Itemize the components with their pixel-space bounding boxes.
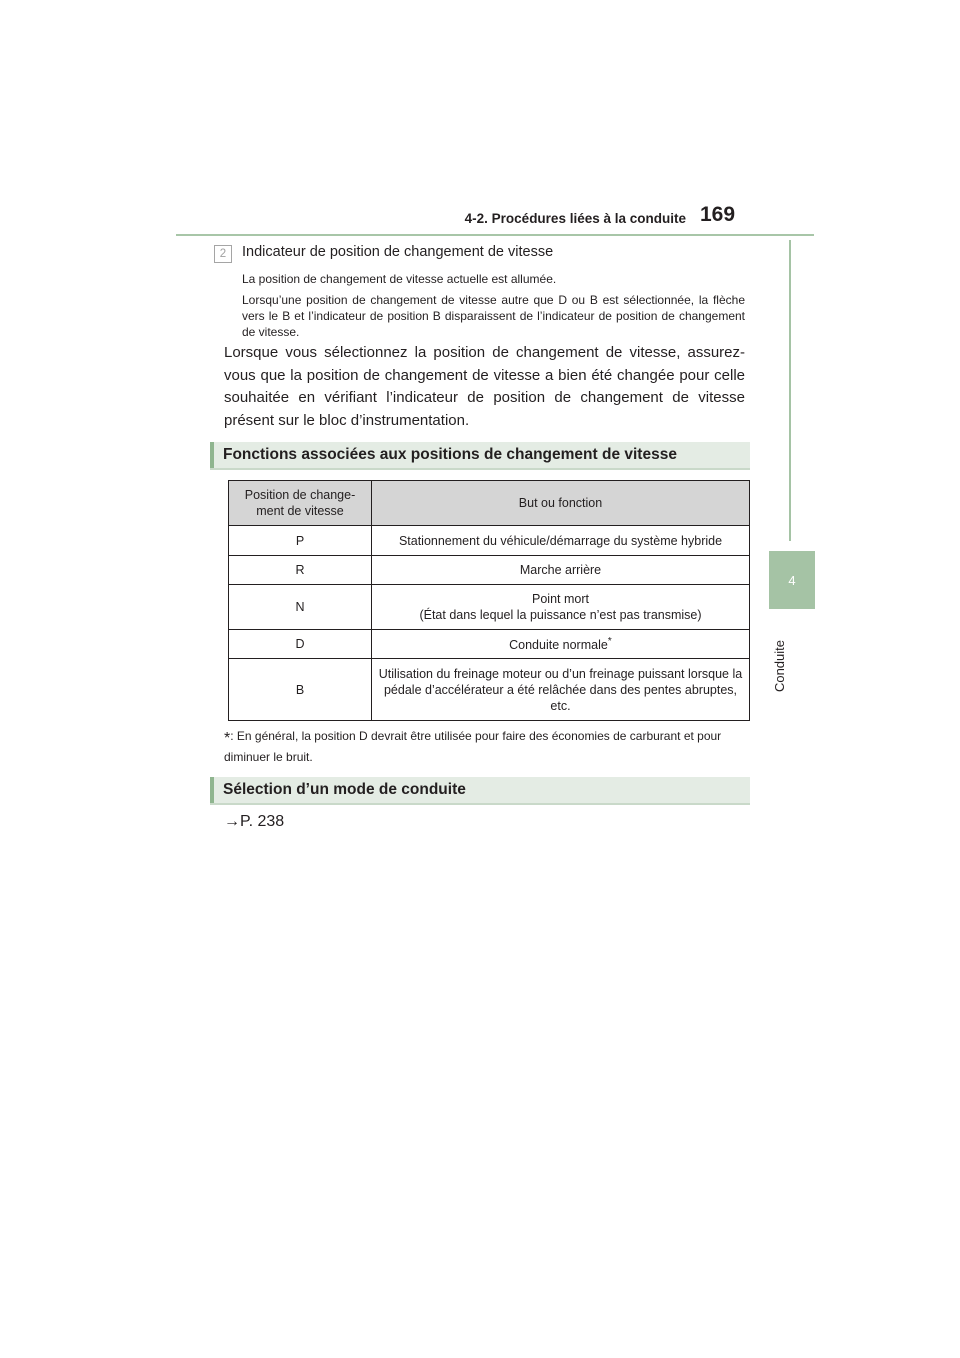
gear-function-cell: Utilisation du freinage moteur ou d’un freinage puissant lorsque la pédale d’accélérateur a été relâchée dans des pentes abruptes, etc. xyxy=(372,659,750,721)
footnote-marker: * xyxy=(607,635,612,647)
gear-function-text: Conduite normale xyxy=(509,638,608,653)
gear-function-cell: Marche arrière xyxy=(372,556,750,585)
gear-function-line-2: (État dans lequel la puissance n’est pas transmise) xyxy=(419,608,702,622)
item-note-2: Lorsqu’une position de changement de vitesse autre que D ou B est sélectionnée, la flèche vers le B et l’indicateur de position B disparaissent de l’indicateur de position de changement de vitesse. xyxy=(242,293,745,339)
page-reference-link[interactable]: →P. 238 xyxy=(224,813,285,830)
table-row xyxy=(229,630,750,659)
footnote-star: * xyxy=(224,730,231,747)
gear-position-cell: D xyxy=(229,630,372,659)
item-number-badge: 2 xyxy=(214,245,232,263)
table-row xyxy=(229,659,750,721)
body-paragraph: Lorsque vous sélectionnez la position de changement de vitesse, assurez-vous que la position de changement de vitesse a bien été changée pour celle souhaitée en vérifiant l’indicateur de position de changement de vitesse présent sur le bloc d’instrumentation. xyxy=(224,344,745,429)
gear-position-cell: B xyxy=(229,659,372,721)
table-header-function: But ou fonction xyxy=(372,481,750,526)
section-heading: Sélection d’un mode de conduite xyxy=(223,781,466,798)
gear-position-cell: R xyxy=(229,556,372,585)
footnote-text: : En général, la position D devrait être utilisée pour faire des économies de carburant et pour diminuer le bruit. xyxy=(224,729,722,764)
gear-function-cell xyxy=(372,585,750,630)
table-row xyxy=(229,556,750,585)
item-note-1: La position de changement de vitesse actuelle est allumée. xyxy=(242,272,557,286)
chapter-tab-label: Conduite xyxy=(772,640,787,693)
table-header-position: Position de change-ment de vitesse xyxy=(229,481,372,526)
side-rule xyxy=(789,240,791,541)
table-row xyxy=(229,585,750,630)
section-heading: Fonctions associées aux positions de changement de vitesse xyxy=(223,446,677,463)
gear-position-table xyxy=(228,480,750,721)
section-heading-bar xyxy=(210,777,750,805)
table-footnote xyxy=(224,727,745,766)
gear-function-cell: Stationnement du véhicule/démarrage du système hybride xyxy=(372,526,750,556)
chapter-tab-number: 4 xyxy=(788,573,796,588)
gear-function-line-1: Point mort xyxy=(532,592,589,606)
gear-position-cell: P xyxy=(229,526,372,556)
header-rule xyxy=(176,234,814,236)
table-header-row xyxy=(229,481,750,526)
running-header-section: 4-2. Procédures liées à la conduite xyxy=(464,211,686,226)
section-heading-bar xyxy=(210,442,750,470)
item-title: Indicateur de position de changement de vitesse xyxy=(242,244,554,260)
table-row xyxy=(229,526,750,556)
page-number: 169 xyxy=(700,203,736,226)
gear-function-cell xyxy=(372,630,750,659)
gear-position-cell: N xyxy=(229,585,372,630)
